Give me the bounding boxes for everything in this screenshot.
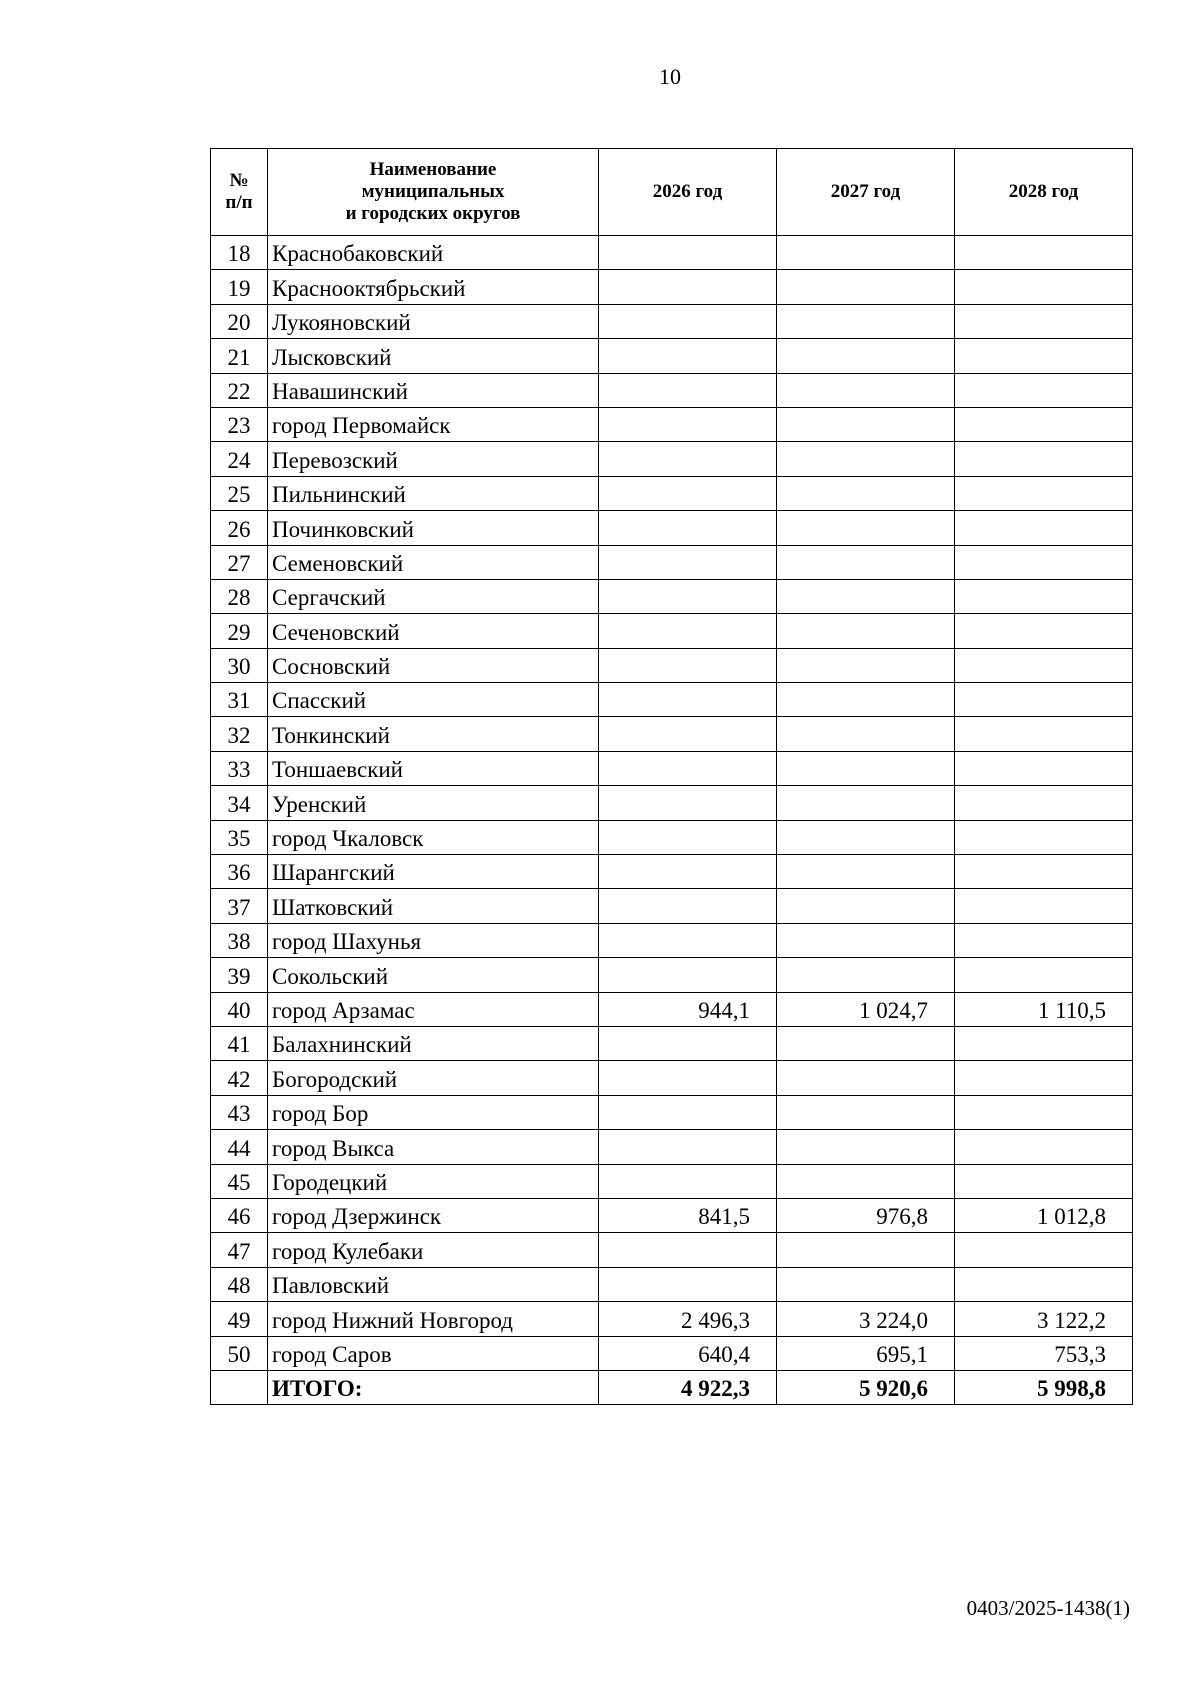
row-municipality: Сеченовский xyxy=(268,614,599,648)
row-municipality: Сосновский xyxy=(268,648,599,682)
row-value-2026 xyxy=(599,545,777,579)
row-value-2027 xyxy=(777,786,955,820)
row-municipality: Починковский xyxy=(268,511,599,545)
row-number: 27 xyxy=(211,545,268,579)
row-value-2027: 1 024,7 xyxy=(777,992,955,1026)
total-2026: 4 922,3 xyxy=(599,1370,777,1404)
header-2027: 2027 год xyxy=(777,149,955,236)
total-num-empty xyxy=(211,1370,268,1404)
row-value-2026 xyxy=(599,579,777,613)
row-value-2028 xyxy=(955,579,1133,613)
row-municipality: Сергачский xyxy=(268,579,599,613)
row-value-2026 xyxy=(599,614,777,648)
row-number: 31 xyxy=(211,683,268,717)
row-municipality: Семеновский xyxy=(268,545,599,579)
table-row xyxy=(211,1302,1133,1336)
row-value-2026: 944,1 xyxy=(599,992,777,1026)
row-value-2028 xyxy=(955,1267,1133,1301)
row-value-2026 xyxy=(599,923,777,957)
row-value-2028 xyxy=(955,1026,1133,1060)
table-row xyxy=(211,648,1133,682)
table-row xyxy=(211,855,1133,889)
row-value-2027 xyxy=(777,579,955,613)
row-value-2028: 1 012,8 xyxy=(955,1198,1133,1232)
row-municipality: Лысковский xyxy=(268,339,599,373)
table-row xyxy=(211,373,1133,407)
row-value-2028 xyxy=(955,717,1133,751)
row-number: 47 xyxy=(211,1233,268,1267)
row-number: 23 xyxy=(211,407,268,441)
row-number: 25 xyxy=(211,476,268,510)
table-row xyxy=(211,923,1133,957)
row-value-2028 xyxy=(955,786,1133,820)
row-number: 36 xyxy=(211,855,268,889)
row-number: 30 xyxy=(211,648,268,682)
row-value-2027 xyxy=(777,270,955,304)
row-value-2026 xyxy=(599,958,777,992)
row-value-2026 xyxy=(599,270,777,304)
row-value-2026 xyxy=(599,442,777,476)
row-number: 42 xyxy=(211,1061,268,1095)
row-municipality: город Нижний Новгород xyxy=(268,1302,599,1336)
row-value-2027 xyxy=(777,648,955,682)
row-value-2027 xyxy=(777,820,955,854)
table-row xyxy=(211,992,1133,1026)
row-municipality: Лукояновский xyxy=(268,304,599,338)
row-municipality: Балахнинский xyxy=(268,1026,599,1060)
row-value-2028 xyxy=(955,683,1133,717)
row-value-2028 xyxy=(955,476,1133,510)
document-code: 0403/2025-1438(1) xyxy=(966,1596,1130,1620)
header-2026: 2026 год xyxy=(599,149,777,236)
row-number: 19 xyxy=(211,270,268,304)
row-value-2028: 753,3 xyxy=(955,1336,1133,1370)
row-municipality: город Чкаловск xyxy=(268,820,599,854)
table-row xyxy=(211,717,1133,751)
table-row xyxy=(211,304,1133,338)
row-value-2028 xyxy=(955,407,1133,441)
row-number: 38 xyxy=(211,923,268,957)
row-municipality: город Первомайск xyxy=(268,407,599,441)
row-value-2026 xyxy=(599,717,777,751)
row-value-2028 xyxy=(955,442,1133,476)
table-row xyxy=(211,751,1133,785)
row-municipality: Перевозский xyxy=(268,442,599,476)
table-header-row xyxy=(211,149,1133,236)
table-row xyxy=(211,1026,1133,1060)
row-number: 32 xyxy=(211,717,268,751)
row-value-2027: 976,8 xyxy=(777,1198,955,1232)
row-value-2027 xyxy=(777,751,955,785)
row-value-2026 xyxy=(599,236,777,270)
row-number: 50 xyxy=(211,1336,268,1370)
row-municipality: Павловский xyxy=(268,1267,599,1301)
row-municipality: город Выкса xyxy=(268,1130,599,1164)
row-value-2026 xyxy=(599,304,777,338)
row-value-2028 xyxy=(955,1061,1133,1095)
row-municipality: Сокольский xyxy=(268,958,599,992)
row-number: 46 xyxy=(211,1198,268,1232)
row-number: 39 xyxy=(211,958,268,992)
row-number: 21 xyxy=(211,339,268,373)
row-value-2027 xyxy=(777,511,955,545)
total-row xyxy=(211,1370,1133,1404)
row-value-2028 xyxy=(955,339,1133,373)
row-number: 28 xyxy=(211,579,268,613)
row-value-2028 xyxy=(955,1233,1133,1267)
total-2028: 5 998,8 xyxy=(955,1370,1133,1404)
row-number: 35 xyxy=(211,820,268,854)
row-value-2028: 1 110,5 xyxy=(955,992,1133,1026)
table-row xyxy=(211,614,1133,648)
row-value-2026 xyxy=(599,751,777,785)
row-value-2027 xyxy=(777,923,955,957)
row-value-2027 xyxy=(777,717,955,751)
row-number: 29 xyxy=(211,614,268,648)
row-value-2028 xyxy=(955,889,1133,923)
row-value-2028 xyxy=(955,270,1133,304)
total-label: ИТОГО: xyxy=(268,1370,599,1404)
row-value-2028: 3 122,2 xyxy=(955,1302,1133,1336)
row-municipality: Навашинский xyxy=(268,373,599,407)
row-number: 44 xyxy=(211,1130,268,1164)
page-number: 10 xyxy=(659,64,681,89)
row-number: 41 xyxy=(211,1026,268,1060)
row-number: 20 xyxy=(211,304,268,338)
row-value-2027 xyxy=(777,373,955,407)
row-value-2027: 3 224,0 xyxy=(777,1302,955,1336)
row-municipality: город Дзержинск xyxy=(268,1198,599,1232)
row-value-2027 xyxy=(777,1061,955,1095)
row-value-2027 xyxy=(777,442,955,476)
table-row xyxy=(211,1164,1133,1198)
table-row xyxy=(211,1233,1133,1267)
row-value-2028 xyxy=(955,855,1133,889)
row-value-2028 xyxy=(955,1130,1133,1164)
row-municipality: город Шахунья xyxy=(268,923,599,957)
row-number: 45 xyxy=(211,1164,268,1198)
row-municipality: Спасский xyxy=(268,683,599,717)
row-number: 24 xyxy=(211,442,268,476)
row-value-2026: 2 496,3 xyxy=(599,1302,777,1336)
row-municipality: Богородский xyxy=(268,1061,599,1095)
row-value-2026 xyxy=(599,407,777,441)
row-municipality: Городецкий xyxy=(268,1164,599,1198)
table-row xyxy=(211,820,1133,854)
row-value-2028 xyxy=(955,958,1133,992)
row-value-2027: 695,1 xyxy=(777,1336,955,1370)
row-value-2026 xyxy=(599,339,777,373)
row-value-2027 xyxy=(777,1095,955,1129)
row-number: 26 xyxy=(211,511,268,545)
row-value-2027 xyxy=(777,545,955,579)
row-value-2026 xyxy=(599,476,777,510)
table-row xyxy=(211,476,1133,510)
row-number: 33 xyxy=(211,751,268,785)
row-value-2028 xyxy=(955,751,1133,785)
row-municipality: Шарангский xyxy=(268,855,599,889)
table-row xyxy=(211,407,1133,441)
row-value-2026: 841,5 xyxy=(599,1198,777,1232)
row-value-2028 xyxy=(955,545,1133,579)
row-value-2028 xyxy=(955,1164,1133,1198)
table-row xyxy=(211,958,1133,992)
row-number: 34 xyxy=(211,786,268,820)
row-value-2028 xyxy=(955,304,1133,338)
table-row xyxy=(211,889,1133,923)
table-body xyxy=(211,236,1133,1405)
row-value-2026 xyxy=(599,1130,777,1164)
row-number: 40 xyxy=(211,992,268,1026)
row-number: 22 xyxy=(211,373,268,407)
table-row xyxy=(211,511,1133,545)
allocation-table-wrapper xyxy=(210,148,1133,1405)
row-municipality: Шатковский xyxy=(268,889,599,923)
table-row xyxy=(211,1130,1133,1164)
row-municipality: Краснобаковский xyxy=(268,236,599,270)
row-value-2026 xyxy=(599,1026,777,1060)
row-value-2026 xyxy=(599,648,777,682)
row-number: 18 xyxy=(211,236,268,270)
table-row xyxy=(211,579,1133,613)
table-row xyxy=(211,683,1133,717)
row-municipality: город Бор xyxy=(268,1095,599,1129)
row-value-2026 xyxy=(599,1164,777,1198)
row-value-2026 xyxy=(599,1233,777,1267)
row-value-2027 xyxy=(777,304,955,338)
row-value-2028 xyxy=(955,511,1133,545)
row-value-2027 xyxy=(777,683,955,717)
row-value-2027 xyxy=(777,476,955,510)
row-value-2027 xyxy=(777,1130,955,1164)
header-2028: 2028 год xyxy=(955,149,1133,236)
table-row xyxy=(211,236,1133,270)
row-value-2027 xyxy=(777,1233,955,1267)
row-value-2026 xyxy=(599,855,777,889)
row-municipality: город Арзамас xyxy=(268,992,599,1026)
row-value-2027 xyxy=(777,958,955,992)
row-value-2027 xyxy=(777,236,955,270)
total-2027: 5 920,6 xyxy=(777,1370,955,1404)
row-value-2026 xyxy=(599,373,777,407)
row-value-2028 xyxy=(955,236,1133,270)
table-row xyxy=(211,339,1133,373)
row-municipality: Пильнинский xyxy=(268,476,599,510)
row-number: 37 xyxy=(211,889,268,923)
row-municipality: город Саров xyxy=(268,1336,599,1370)
row-municipality: город Кулебаки xyxy=(268,1233,599,1267)
allocation-table xyxy=(210,148,1133,1405)
row-value-2027 xyxy=(777,1164,955,1198)
table-row xyxy=(211,270,1133,304)
row-municipality: Тоншаевский xyxy=(268,751,599,785)
row-value-2028 xyxy=(955,1095,1133,1129)
row-number: 48 xyxy=(211,1267,268,1301)
row-number: 43 xyxy=(211,1095,268,1129)
row-municipality: Уренский xyxy=(268,786,599,820)
row-value-2026 xyxy=(599,786,777,820)
row-value-2027 xyxy=(777,407,955,441)
row-value-2028 xyxy=(955,820,1133,854)
table-row xyxy=(211,1336,1133,1370)
row-municipality: Краснооктябрьский xyxy=(268,270,599,304)
table-row xyxy=(211,545,1133,579)
table-row xyxy=(211,1095,1133,1129)
row-value-2026 xyxy=(599,683,777,717)
table-row xyxy=(211,1198,1133,1232)
table-row xyxy=(211,1061,1133,1095)
table-row xyxy=(211,1267,1133,1301)
row-value-2027 xyxy=(777,855,955,889)
row-value-2026 xyxy=(599,1061,777,1095)
row-value-2026 xyxy=(599,1267,777,1301)
row-value-2028 xyxy=(955,373,1133,407)
row-value-2026 xyxy=(599,889,777,923)
header-num: № п/п xyxy=(211,149,268,236)
header-name: Наименование муниципальных и городских округов xyxy=(268,149,599,236)
row-value-2027 xyxy=(777,889,955,923)
table-row xyxy=(211,786,1133,820)
row-value-2026 xyxy=(599,820,777,854)
row-value-2028 xyxy=(955,648,1133,682)
row-value-2026 xyxy=(599,1095,777,1129)
row-value-2028 xyxy=(955,614,1133,648)
row-value-2027 xyxy=(777,339,955,373)
row-value-2027 xyxy=(777,1026,955,1060)
row-value-2028 xyxy=(955,923,1133,957)
row-municipality: Тонкинский xyxy=(268,717,599,751)
row-value-2027 xyxy=(777,1267,955,1301)
row-number: 49 xyxy=(211,1302,268,1336)
row-value-2027 xyxy=(777,614,955,648)
row-value-2026 xyxy=(599,511,777,545)
row-value-2026: 640,4 xyxy=(599,1336,777,1370)
table-row xyxy=(211,442,1133,476)
